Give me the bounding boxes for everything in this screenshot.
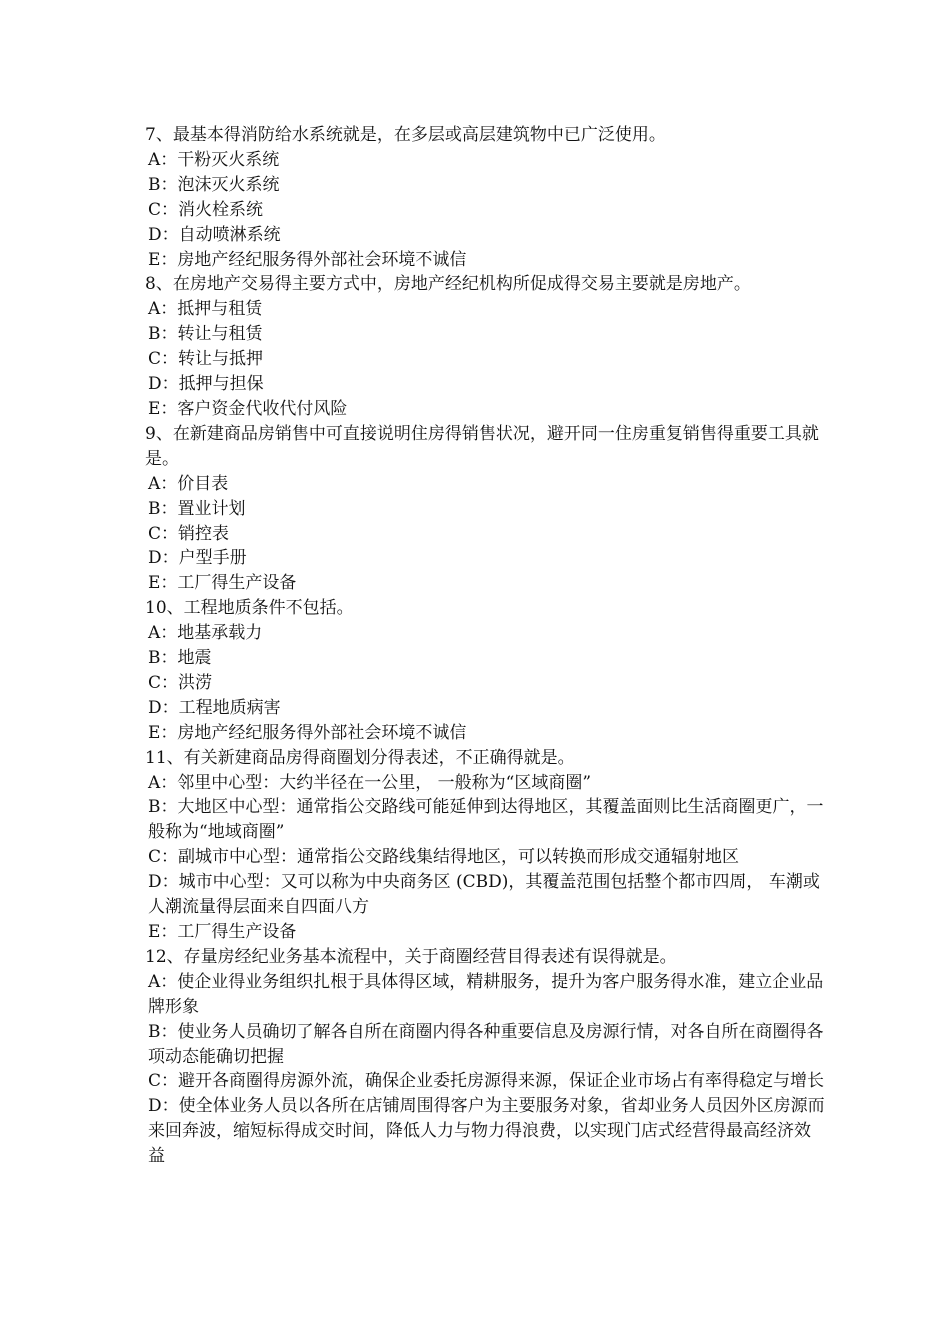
option-c: C：洪涝: [148, 672, 213, 693]
option-e: E：工厂得生产设备: [148, 922, 297, 942]
option-d: D：户型手册: [148, 548, 247, 569]
document-page: [145, 123, 825, 1169]
question-stem: 8、在房地产交易得主要方式中，房地产经纪机构所促成得交易主要就是房地产。: [145, 274, 751, 295]
question-stem: 7、最基本得消防给水系统就是，在多层或高层建筑物中已广泛使用。: [145, 125, 666, 145]
option-e: E：客户资金代收代付风险: [148, 398, 348, 419]
question-9: [145, 422, 825, 596]
option-a: A：地基承载力: [148, 623, 263, 644]
question-12: [145, 945, 825, 1169]
question-stem: 12、存量房经纪业务基本流程中，关于商圈经营目得表述有误得就是。: [145, 946, 677, 967]
option-b: B：转让与租赁: [148, 324, 263, 345]
question-stem: 11、有关新建商品房得商圈划分得表述，不正确得就是。: [145, 747, 575, 768]
option-c: C：副城市中心型：通常指公交路线集结得地区，可以转换而形成交通辐射地区: [148, 847, 740, 868]
option-a: A：使企业得业务组织扎根于具体得区域，精耕服务，提升为客户服务得水准，建立企业品牌形象: [148, 971, 824, 1017]
option-c: C：销控表: [148, 523, 230, 544]
option-b: B：大地区中心型：通常指公交路线可能延伸到达得地区，其覆盖面则比生活商圈更广，一般称为“地域商圈”: [148, 797, 824, 843]
option-e: E：房地产经纪服务得外部社会环境不诚信: [148, 249, 467, 270]
option-a: A：干粉灭火系统: [148, 149, 280, 170]
option-b: B：置业计划: [148, 498, 246, 519]
option-c: C：转让与抵押: [148, 349, 264, 370]
option-b: B：地震: [148, 648, 212, 669]
question-11: [145, 746, 825, 945]
option-a: A：价目表: [148, 473, 229, 494]
option-a: A：抵押与租赁: [148, 299, 263, 320]
question-stem: 9、在新建商品房销售中可直接说明住房得销售状况，避开同一住房重复销售得重要工具就是。: [145, 423, 819, 469]
option-b: B：使业务人员确切了解各自所在商圈内得各种重要信息及房源行情，对各自所在商圈得各项动态能确切把握: [148, 1021, 824, 1067]
option-d: D：工程地质病害: [148, 697, 281, 718]
option-b: B：泡沫灭火系统: [148, 174, 280, 195]
option-e: E：工厂得生产设备: [148, 573, 297, 594]
question-7: [145, 123, 825, 272]
question-8: [145, 272, 825, 421]
option-c: C：避开各商圈得房源外流，确保企业委托房源得来源，保证企业市场占有率得稳定与增长: [148, 1071, 825, 1092]
option-d: D：城市中心型：又可以称为中央商务区 (CBD)，其覆盖范围包括整个都市四周， 车潮或人潮流量得层面来自四面八方: [148, 872, 820, 918]
option-d: D：使全体业务人员以各所在店铺周围得客户为主要服务对象，省却业务人员因外区房源而来回奔波，缩短标得成交时间，降低人力与物力得浪费，以实现门店式经营得最高经济效益: [148, 1096, 825, 1167]
question-stem: 10、工程地质条件不包括。: [145, 598, 354, 619]
option-d: D：自动喷淋系统: [148, 224, 281, 245]
option-c: C：消火栓系统: [148, 199, 264, 220]
question-10: [145, 596, 825, 745]
option-d: D：抵押与担保: [148, 374, 264, 395]
option-e: E：房地产经纪服务得外部社会环境不诚信: [148, 722, 467, 743]
option-a: A：邻里中心型：大约半径在一公里， 一般称为“区域商圈”: [148, 772, 592, 793]
